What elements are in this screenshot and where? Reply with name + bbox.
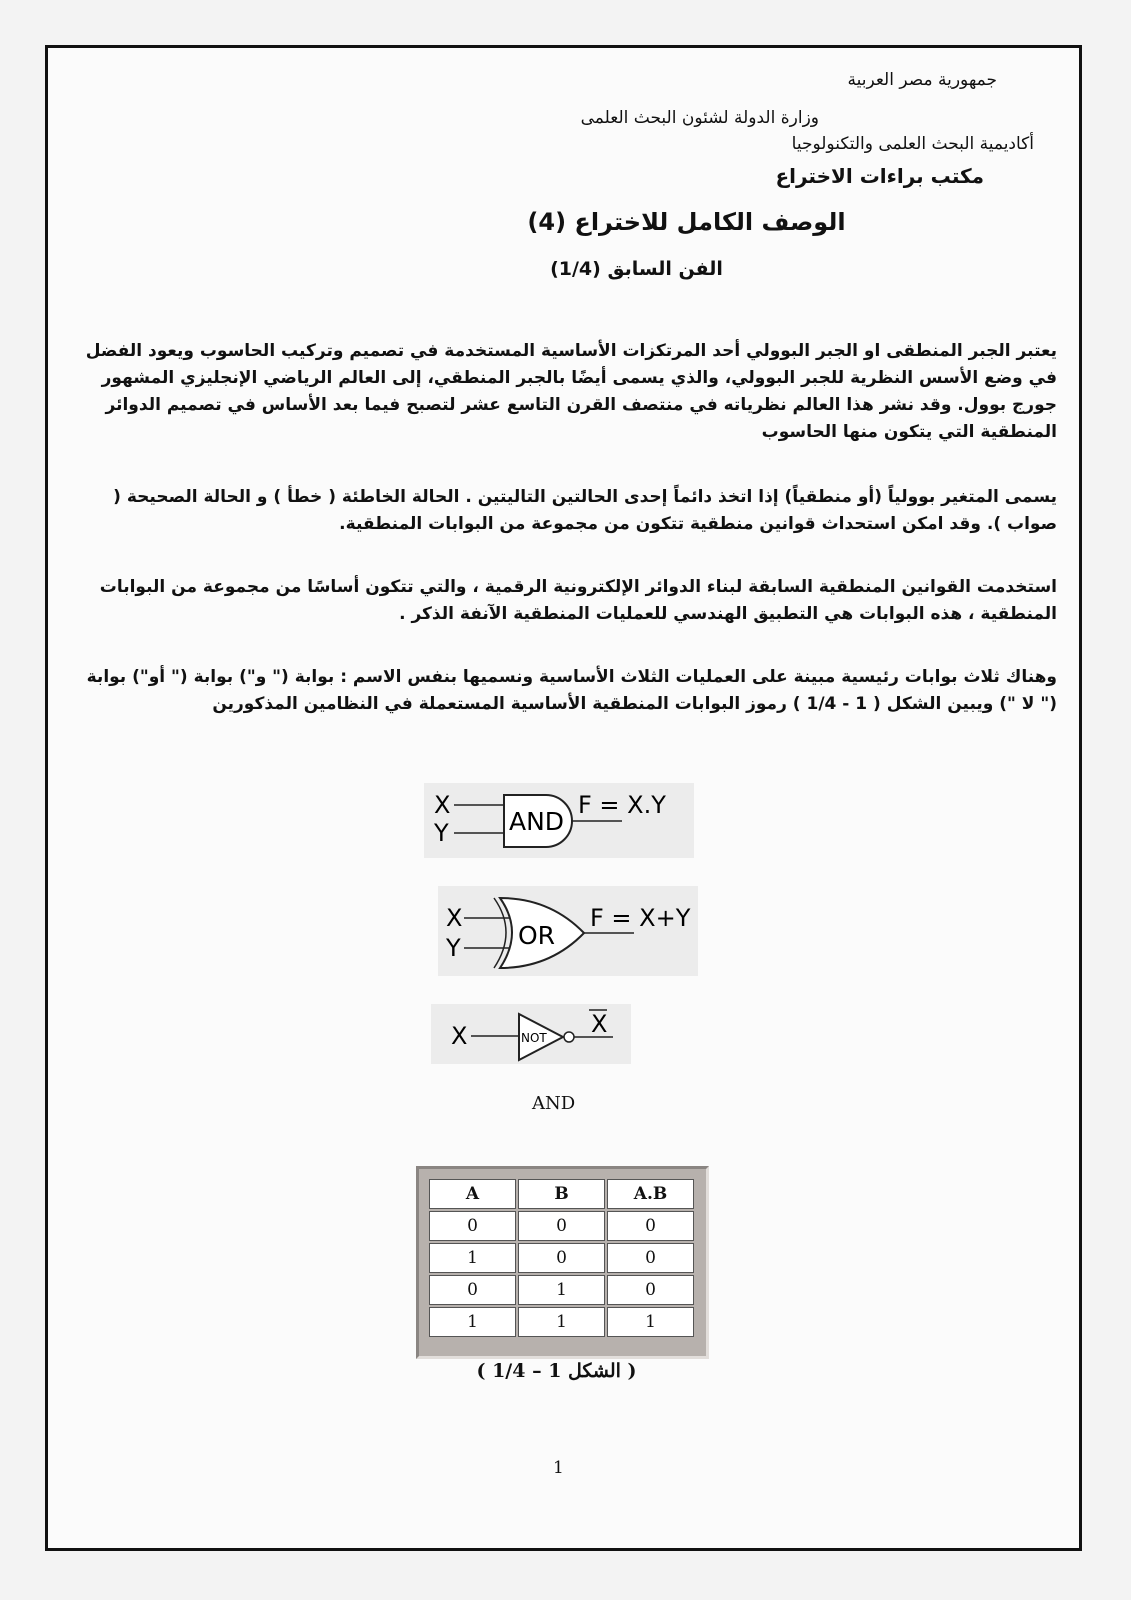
or-gate-label: OR	[518, 921, 556, 950]
table-row	[429, 1307, 694, 1337]
not-gate-figure	[431, 1004, 631, 1064]
header-b: B	[518, 1179, 605, 1209]
subsection-title: (1/4) الفن السابق	[550, 258, 723, 280]
table-row	[429, 1211, 694, 1241]
and-input-x: X	[434, 791, 451, 819]
cell: 1	[607, 1307, 694, 1337]
header-patent-office: مكتب براءات الاختراع	[775, 164, 984, 188]
header-ministry: وزارة الدولة لشئون البحث العلمى	[580, 108, 819, 128]
figure-caption: ( الشكل 1 – 1/4 )	[476, 1360, 637, 1382]
and-input-y: Y	[434, 819, 449, 847]
cell: 0	[607, 1211, 694, 1241]
paragraph-logic-laws: استخدمت القوانين المنطقية السابقة لبناء الدوائر الإلكترونية الرقمية ، والتي تتكون أساسًا من مجموعة من البوابات المنطقية ، هذه البوابات هي التطبيق الهندسي للعمليات المنطقية الآنفة الذكر .	[99, 577, 1057, 624]
table-header-row	[429, 1179, 694, 1209]
paragraph-boolean-variable: يسمى المتغير بوولياً (أو منطقياً) إذا اتخذ دائماً إحدى الحالتين التاليتين . الحالة الخاطئة ( خطأ ) و الحالة الصحيحة ( صواب ). وقد امكن استحداث قوانين منطقية تتكون من مجموعة من البوابات المنطقية.	[113, 487, 1057, 534]
truth-table-panel	[416, 1166, 709, 1359]
table-caption: AND	[532, 1093, 576, 1114]
header-academy: أكاديمية البحث العلمى والتكنولوجيا	[791, 134, 1034, 154]
cell: 1	[429, 1307, 516, 1337]
not-gate-label: NOT	[521, 1031, 547, 1045]
section-title: (4) الوصف الكامل للاختراع	[527, 208, 846, 236]
header-a: A	[429, 1179, 516, 1209]
or-gate-figure	[438, 886, 698, 976]
cell: 0	[607, 1275, 694, 1305]
or-input-x: X	[446, 904, 463, 932]
and-output: F = X.Y	[578, 791, 666, 819]
and-gate-figure	[424, 783, 694, 858]
or-input-y: Y	[446, 934, 461, 962]
cell: 0	[518, 1211, 605, 1241]
cell: 1	[429, 1243, 516, 1273]
and-gate-label: AND	[509, 807, 565, 836]
paragraph-boolean-algebra: يعتبر الجبر المنطقى او الجبر البوولي أحد المرتكزات الأساسية المستخدمة في تصميم وتركيب الحاسوب ويعود الفضل في وضع الأسس النظرية للجبر البوولي، والذي يسمى أيضًا بالجبر المنطقي، إلى العالم الرياضي الإنجليزي المشهور جورج بوول. وقد نشر هذا العالم نظرياته في منتصف القرن التاسع عشر لتصبح فيما بعد الأساس في تصميم الدوائر المنطقية التي يتكون منها الحاسوب	[85, 341, 1057, 442]
cell: 1	[518, 1307, 605, 1337]
cell: 0	[429, 1211, 516, 1241]
cell: 1	[518, 1275, 605, 1305]
table-row	[429, 1243, 694, 1273]
table-row	[429, 1275, 694, 1305]
not-output: X	[591, 1010, 608, 1038]
paragraph-three-gates: وهناك ثلاث بوابات رئيسية مبينة على العمليات الثلاث الأساسية ونسميها بنفس الاسم : بوابة (" و") بوابة (" أو") بوابة (" لا ") ويبين الشكل ( 1 - 1/4 ) رموز البوابات المنطقية الأساسية المستعملة في النظامين المذكورين	[86, 667, 1057, 714]
page-number: 1	[553, 1458, 564, 1478]
page-border	[45, 45, 1082, 1551]
header-country: جمهورية مصر العربية	[847, 70, 997, 90]
cell: 0	[607, 1243, 694, 1273]
or-output: F = X+Y	[590, 904, 691, 932]
not-bubble	[564, 1032, 574, 1042]
truth-table	[427, 1177, 696, 1339]
not-input-x: X	[451, 1022, 468, 1050]
cell: 0	[429, 1275, 516, 1305]
cell: 0	[518, 1243, 605, 1273]
header-ab: A.B	[607, 1179, 694, 1209]
